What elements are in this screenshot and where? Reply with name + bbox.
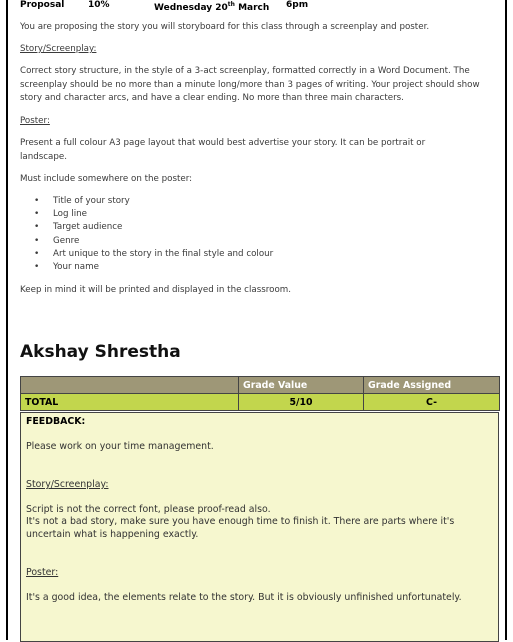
feedback-screenplay-line2: It's not a bad story, make sure you have enough time to finish it. There are parts where it's uncertain what is happening exactly. — [26, 516, 455, 540]
feedback-poster-text: It's a good idea, the elements relate to the story. But it is obviously unfinished unfortunately. — [26, 592, 462, 603]
grade-table-header-blank — [21, 377, 239, 394]
list-item: • Genre — [20, 235, 273, 248]
keep-in-mind-text: Keep in mind it will be printed and displayed in the classroom. — [20, 285, 291, 295]
grade-table — [20, 376, 500, 411]
feedback-general: Please work on your time management. — [26, 441, 214, 452]
list-item: • Art unique to the story in the final style and colour — [20, 248, 273, 261]
grade-value-header: Grade Value — [239, 377, 364, 394]
header-label: Proposal — [20, 0, 65, 10]
poster-requirements: Present a full colour A3 page layout that would best advertise your story. It can be portrait or landscape. — [20, 138, 426, 162]
document-page — [6, 0, 507, 640]
list-item: • Your name — [20, 261, 273, 274]
feedback-poster-heading: Poster: — [26, 567, 59, 578]
feedback-screenplay-heading: Story/Screenplay: — [26, 479, 109, 490]
intro-text: You are proposing the story you will storyboard for this class through a screenplay and poster. — [20, 22, 430, 32]
header-date: Wednesday 20th March — [154, 1, 270, 13]
poster-heading: Poster: — [20, 116, 50, 126]
screenplay-requirements: Correct story structure, in the style of a 3-act screenplay, formatted correctly in a Word Document. The screenplay should be no more than a minute long/more than 3 pages of writing. Your project should show story and character arcs, and have a clear ending. No more than three main characters. — [20, 66, 480, 103]
feedback-heading: FEEDBACK: — [26, 416, 86, 427]
header-time: 6pm — [286, 0, 309, 10]
header-date-suffix: th — [227, 1, 235, 8]
total-value: 5/10 — [239, 394, 364, 411]
grade-table-header — [21, 377, 500, 394]
total-grade: C- — [364, 394, 500, 411]
total-row — [21, 394, 500, 411]
list-item: • Target audience — [20, 221, 273, 234]
poster-items-list — [20, 195, 273, 274]
feedback-box — [20, 412, 499, 642]
list-item: • Log line — [20, 208, 273, 221]
total-label: TOTAL — [21, 394, 239, 411]
feedback-screenplay-line1: Script is not the correct font, please proof-read also. — [26, 504, 271, 515]
screenplay-heading: Story/Screenplay: — [20, 44, 97, 54]
student-name: Akshay Shrestha — [20, 342, 181, 362]
must-include-text: Must include somewhere on the poster: — [20, 174, 193, 184]
header-weight: 10% — [88, 0, 110, 10]
grade-assigned-header: Grade Assigned — [364, 377, 500, 394]
list-item: • Title of your story — [20, 195, 273, 208]
